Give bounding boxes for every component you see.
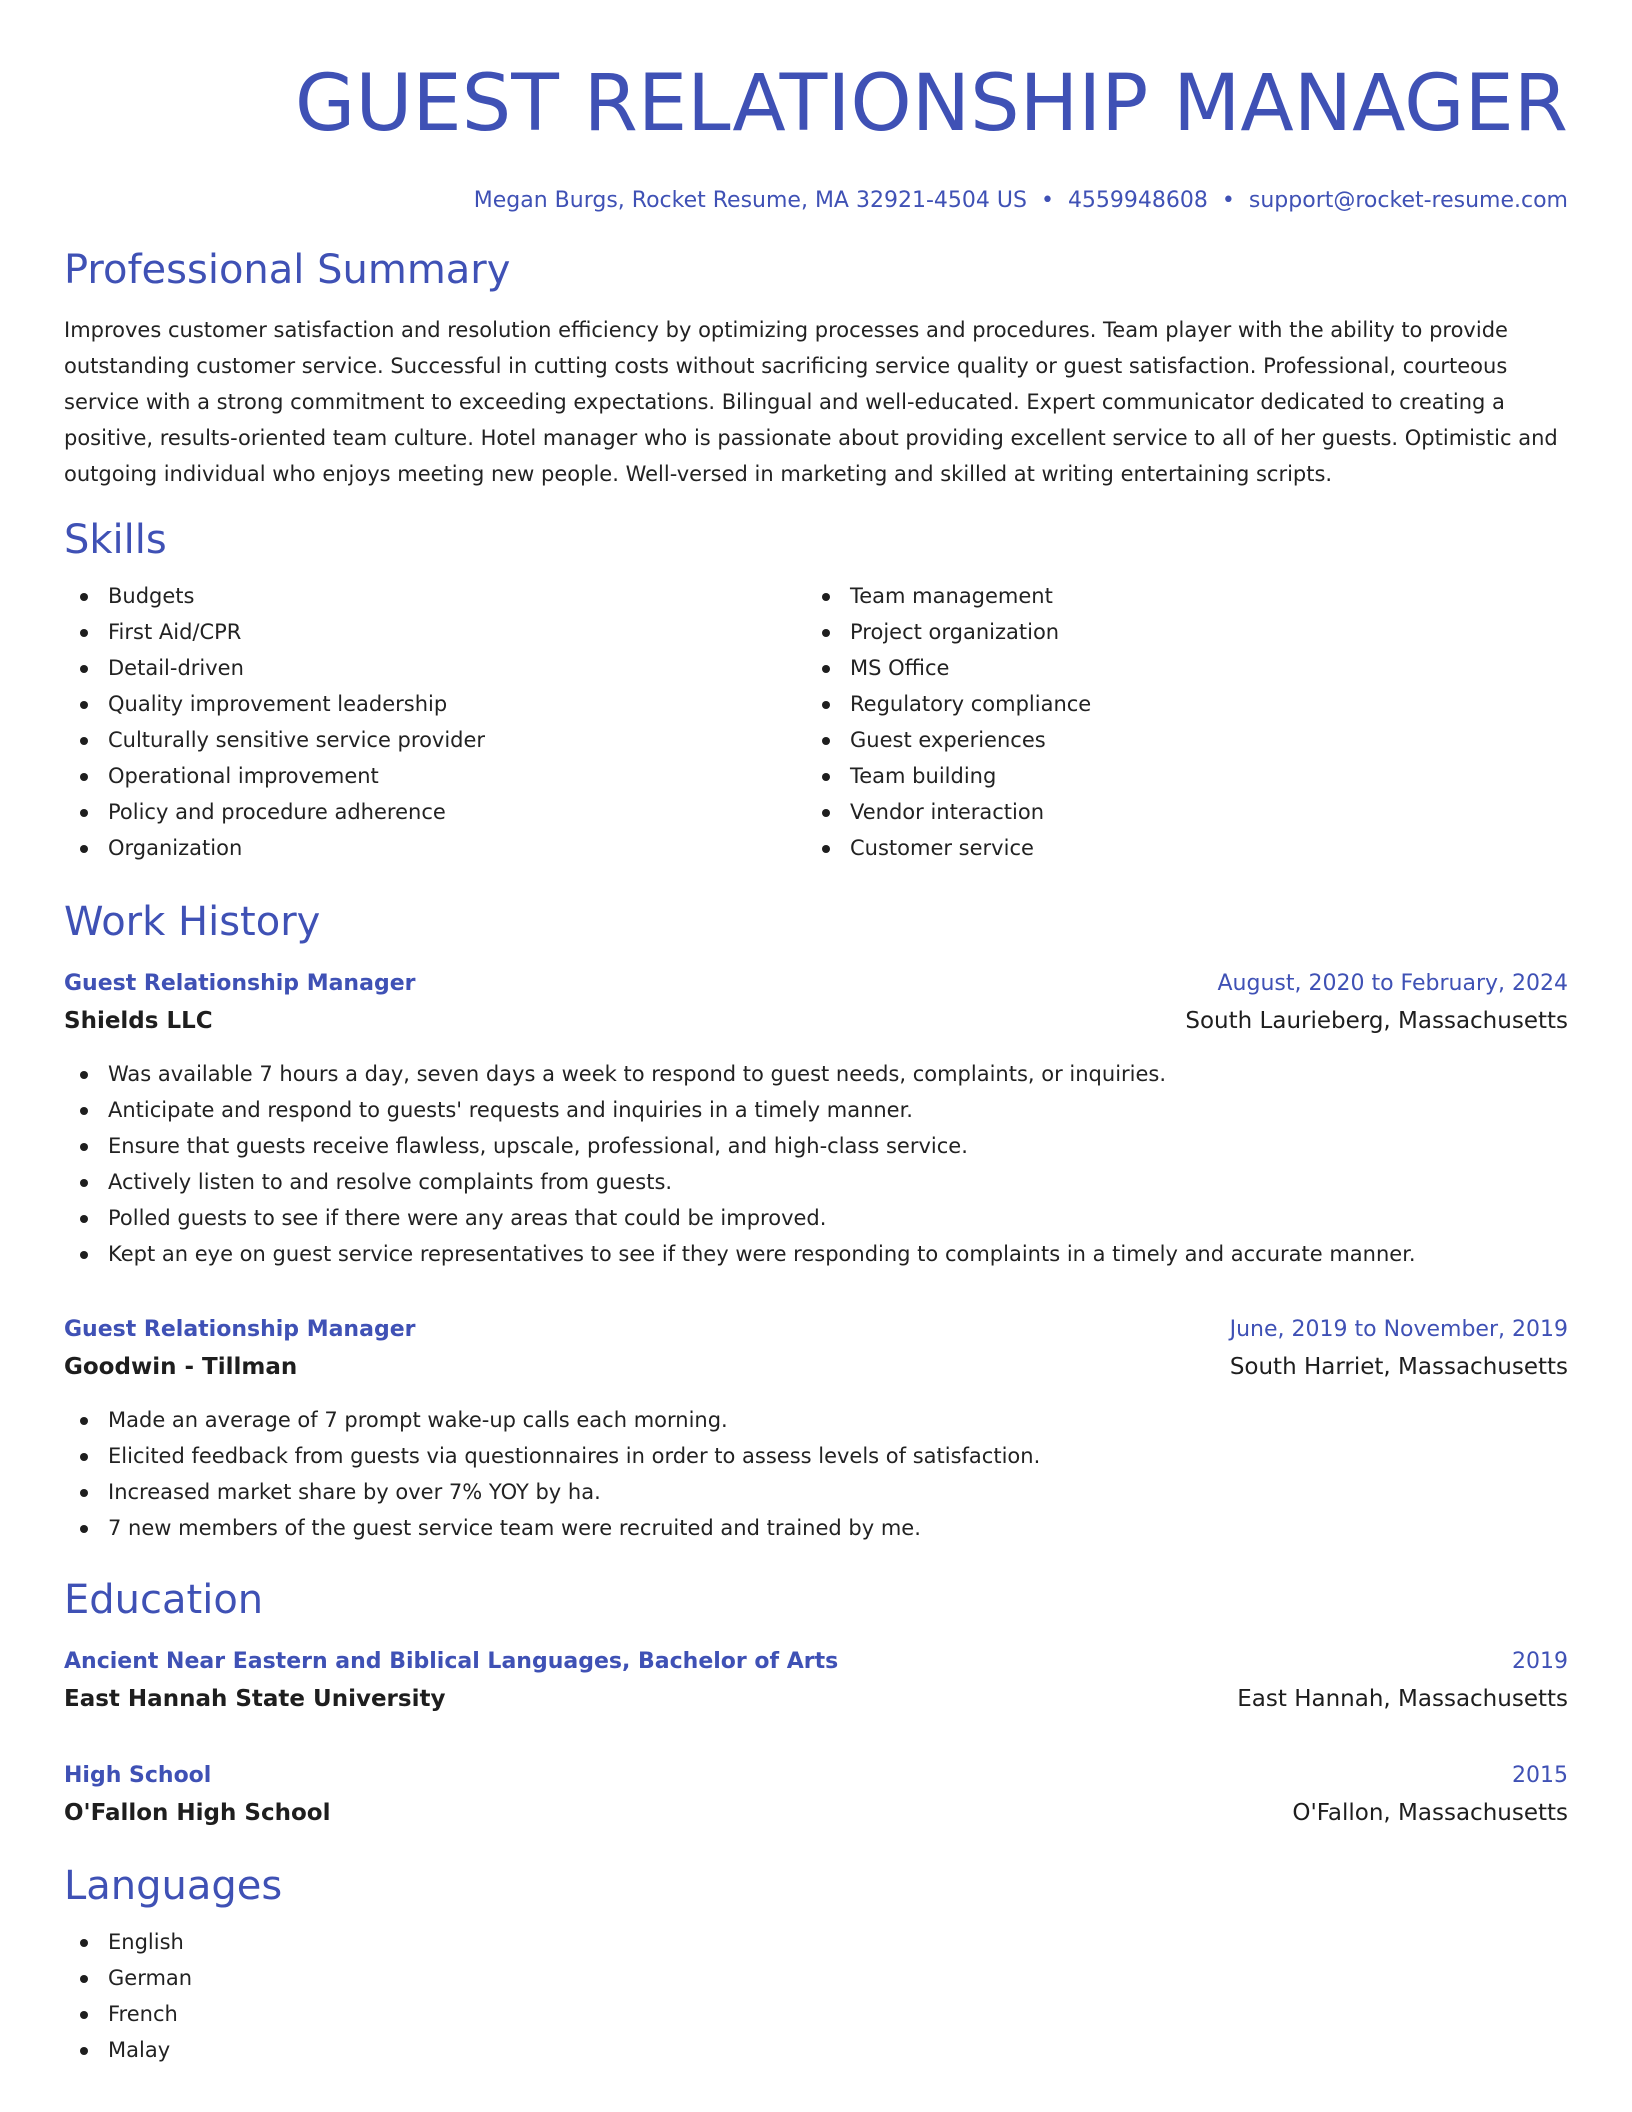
contact-separator: • xyxy=(1221,188,1235,213)
job-bullet: Polled guests to see if there were any areas that could be improved. xyxy=(64,1200,1568,1236)
education-degree: Ancient Near Eastern and Biblical Languages, Bachelor of Arts xyxy=(64,1649,839,1674)
contact-email[interactable]: support@rocket-resume.com xyxy=(1248,188,1568,213)
section-title-skills: Skills xyxy=(64,517,167,563)
job-bullet: Ensure that guests receive flawless, upscale, professional, and high-class service. xyxy=(64,1128,1568,1164)
job-company-row xyxy=(64,1002,1568,1040)
job-bullet: Was available 7 hours a day, seven days a week to respond to guest needs, complaints, or inquiries. xyxy=(64,1056,1568,1092)
job-position: Guest Relationship Manager xyxy=(64,1317,416,1342)
skills-column-right xyxy=(806,578,1548,866)
section-title-work-history: Work History xyxy=(64,899,321,945)
job-bullet: Actively listen to and resolve complaints from guests. xyxy=(64,1164,1568,1200)
job-bullet: Increased market share by over 7% YOY by ha. xyxy=(64,1474,1568,1510)
job-company-row xyxy=(64,1348,1568,1386)
job-bullets xyxy=(64,1056,1568,1272)
skill-item: MS Office xyxy=(806,650,1548,686)
skills-column-left xyxy=(64,578,806,866)
job-bullets xyxy=(64,1402,1568,1546)
language-item: English xyxy=(64,1924,1568,1960)
job-bullet: Elicited feedback from guests via questionnaires in order to assess levels of satisfaction. xyxy=(64,1438,1568,1474)
job-position: Guest Relationship Manager xyxy=(64,971,416,996)
job-entry xyxy=(64,1312,1568,1546)
section-title-languages: Languages xyxy=(64,1863,283,1909)
skill-item: Detail-driven xyxy=(64,650,806,686)
education-location: East Hannah, Massachusetts xyxy=(1237,1686,1568,1712)
education-entry xyxy=(64,1758,1568,1832)
skill-item: Vendor interaction xyxy=(806,794,1548,830)
skill-item: Quality improvement leadership xyxy=(64,686,806,722)
skill-item: Policy and procedure adherence xyxy=(64,794,806,830)
skills-list-left xyxy=(64,578,806,866)
education-location: O'Fallon, Massachusetts xyxy=(1292,1800,1568,1826)
skill-item: Team management xyxy=(806,578,1548,614)
education-year: 2015 xyxy=(1512,1763,1568,1788)
skills-section xyxy=(64,514,1568,866)
resume-header xyxy=(64,0,1568,216)
skill-item: Culturally sensitive service provider xyxy=(64,722,806,758)
education-section xyxy=(64,1574,1568,1832)
skill-item: Regulatory compliance xyxy=(806,686,1548,722)
summary-text: Improves customer satisfaction and resolution efficiency by optimizing processes and procedures. Team player with the ability to provide outstanding customer service. Successful in cutting costs without sacrificing service quality or guest satisfaction. Professional, courteous service with a strong commitment to exceeding expectations. Bilingual and well-educated. Expert communicator dedicated to creating a positive, results-oriented team culture. Hotel manager who is passionate about providing excellent service to all of her guests. Optimistic and outgoing individual who enjoys meeting new people. Well-versed in marketing and skilled at writing entertaining scripts. xyxy=(64,318,1558,486)
language-item: Malay xyxy=(64,2032,1568,2068)
language-item: German xyxy=(64,1960,1568,1996)
education-header-row xyxy=(64,1758,1568,1794)
education-header-row xyxy=(64,1644,1568,1680)
job-dates: August, 2020 to February, 2024 xyxy=(1217,971,1568,996)
job-header-row xyxy=(64,966,1568,1002)
skills-list-right xyxy=(806,578,1548,866)
languages-list xyxy=(64,1924,1568,2068)
education-school-row xyxy=(64,1794,1568,1832)
skill-item: Customer service xyxy=(806,830,1548,866)
education-school: East Hannah State University xyxy=(64,1686,446,1712)
skill-item: Organization xyxy=(64,830,806,866)
skills-columns xyxy=(64,578,1568,866)
section-title-summary: Professional Summary xyxy=(64,247,511,293)
skill-item: Guest experiences xyxy=(806,722,1548,758)
contact-line xyxy=(64,186,1568,216)
skill-item: First Aid/CPR xyxy=(64,614,806,650)
languages-section xyxy=(64,1860,1568,2068)
job-dates: June, 2019 to November, 2019 xyxy=(1229,1317,1568,1342)
job-bullet: Made an average of 7 prompt wake-up calls each morning. xyxy=(64,1402,1568,1438)
education-year: 2019 xyxy=(1512,1649,1568,1674)
skill-item: Team building xyxy=(806,758,1548,794)
skill-item: Project organization xyxy=(806,614,1548,650)
section-title-education: Education xyxy=(64,1577,264,1623)
education-school-row xyxy=(64,1680,1568,1718)
job-bullet: Anticipate and respond to guests' requests and inquiries in a timely manner. xyxy=(64,1092,1568,1128)
job-location: South Laurieberg, Massachusetts xyxy=(1185,1008,1568,1034)
language-item: French xyxy=(64,1996,1568,2032)
education-school: O'Fallon High School xyxy=(64,1800,331,1826)
summary-section xyxy=(64,244,1568,492)
contact-phone[interactable]: 4559948608 xyxy=(1067,188,1208,213)
job-company: Shields LLC xyxy=(64,1008,213,1034)
job-bullet: Kept an eye on guest service representatives to see if they were responding to complaints in a timely and accurate manner. xyxy=(64,1236,1568,1272)
job-company: Goodwin - Tillman xyxy=(64,1354,298,1380)
contact-address: Megan Burgs, Rocket Resume, MA 32921-4504 US xyxy=(473,188,1027,213)
job-header-row xyxy=(64,1312,1568,1348)
job-location: South Harriet, Massachusetts xyxy=(1229,1354,1568,1380)
education-degree: High School xyxy=(64,1763,212,1788)
education-entry xyxy=(64,1644,1568,1718)
skill-item: Budgets xyxy=(64,578,806,614)
contact-separator: • xyxy=(1040,188,1054,213)
job-entry xyxy=(64,966,1568,1272)
candidate-title: GUEST RELATIONSHIP MANAGER xyxy=(294,59,1568,149)
job-bullet: 7 new members of the guest service team were recruited and trained by me. xyxy=(64,1510,1568,1546)
work-history-section xyxy=(64,896,1568,1546)
skill-item: Operational improvement xyxy=(64,758,806,794)
